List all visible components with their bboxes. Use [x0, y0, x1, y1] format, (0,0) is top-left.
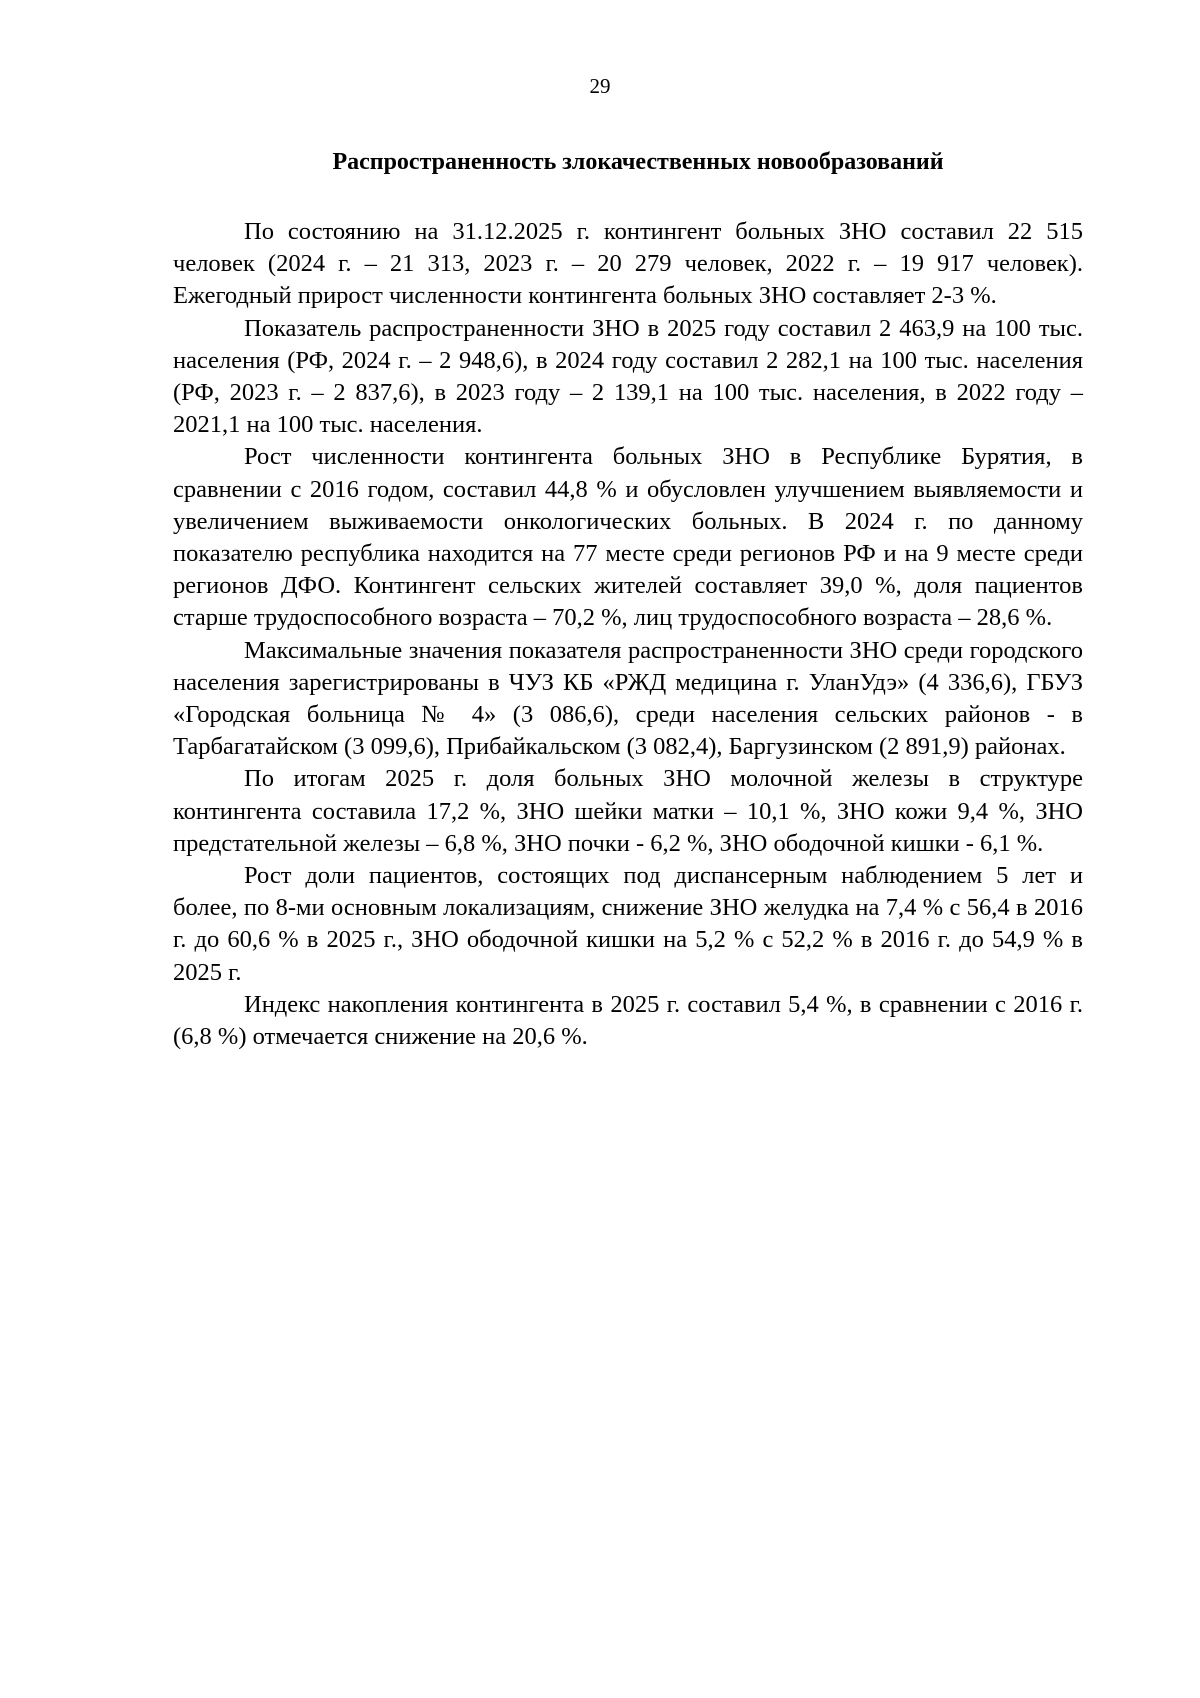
body-text	[173, 216, 1083, 1053]
paragraph-4: Максимальные значения показателя распространенности ЗНО среди городского населения зарегистрированы в ЧУЗ КБ «РЖД медицина г. УланУдэ» (4 336,6), ГБУЗ «Городская больница № 4» (3 086,6), среди населения сельских районов - в Тарбагатайском (3 099,6), Прибайкальском (3 082,4), Баргузинском (2 891,9) районах.	[173, 636, 1083, 761]
paragraph-1: По состоянию на 31.12.2025 г. контингент больных ЗНО составил 22 515 человек (2024 г. – 21 313, 2023 г. – 20 279 человек, 2022 г. – 19 917 человек). Ежегодный прирост численности контингента больных ЗНО составляет 2-3 %.	[173, 218, 1083, 310]
paragraph-7: Индекс накопления контингента в 2025 г. составил 5,4 %, в сравнении с 2016 г. (6,8 %) отмечается снижение на 20,6 %.	[173, 990, 1083, 1051]
paragraph-3: Рост численности контингента больных ЗНО в Республике Бурятия, в сравнении с 2016 годом, составил 44,8 % и обусловлен улучшением выявляемости и увеличением выживаемости онкологических больных. В 2024 г. по данному показателю республика находится на 77 месте среди регионов РФ и на 9 месте среди регионов ДФО. Контингент сельских жителей составляет 39,0 %, доля пациентов старше трудоспособного возраста – 70,2 %, лиц трудоспособного возраста – 28,6 %.	[173, 443, 1083, 632]
section-title: Распространенность злокачественных новообразований	[332, 149, 944, 175]
paragraph-5: По итогам 2025 г. доля больных ЗНО молочной железы в структуре контингента составила 17,2 %, ЗНО шейки матки – 10,1 %, ЗНО кожи 9,4 %, ЗНО предстательной железы – 6,8 %, ЗНО почки - 6,2 %, ЗНО ободочной кишки - 6,1 %.	[173, 765, 1083, 857]
page-number: 29	[589, 74, 611, 98]
paragraph-2: Показатель распространенности ЗНО в 2025 году составил 2 463,9 на 100 тыс. населения (РФ, 2024 г. – 2 948,6), в 2024 году составил 2 282,1 на 100 тыс. населения (РФ, 2023 г. – 2 837,6), в 2023 году – 2 139,1 на 100 тыс. населения, в 2022 году – 2021,1 на 100 тыс. населения.	[173, 314, 1083, 439]
paragraph-6: Рост доли пациентов, состоящих под диспансерным наблюдением 5 лет и более, по 8-ми основным локализациям, снижение ЗНО желудка на 7,4 % с 56,4 в 2016 г. до 60,6 % в 2025 г., ЗНО ободочной кишки на 5,2 % с 52,2 % в 2016 г. до 54,9 % в 2025 г.	[173, 862, 1083, 986]
